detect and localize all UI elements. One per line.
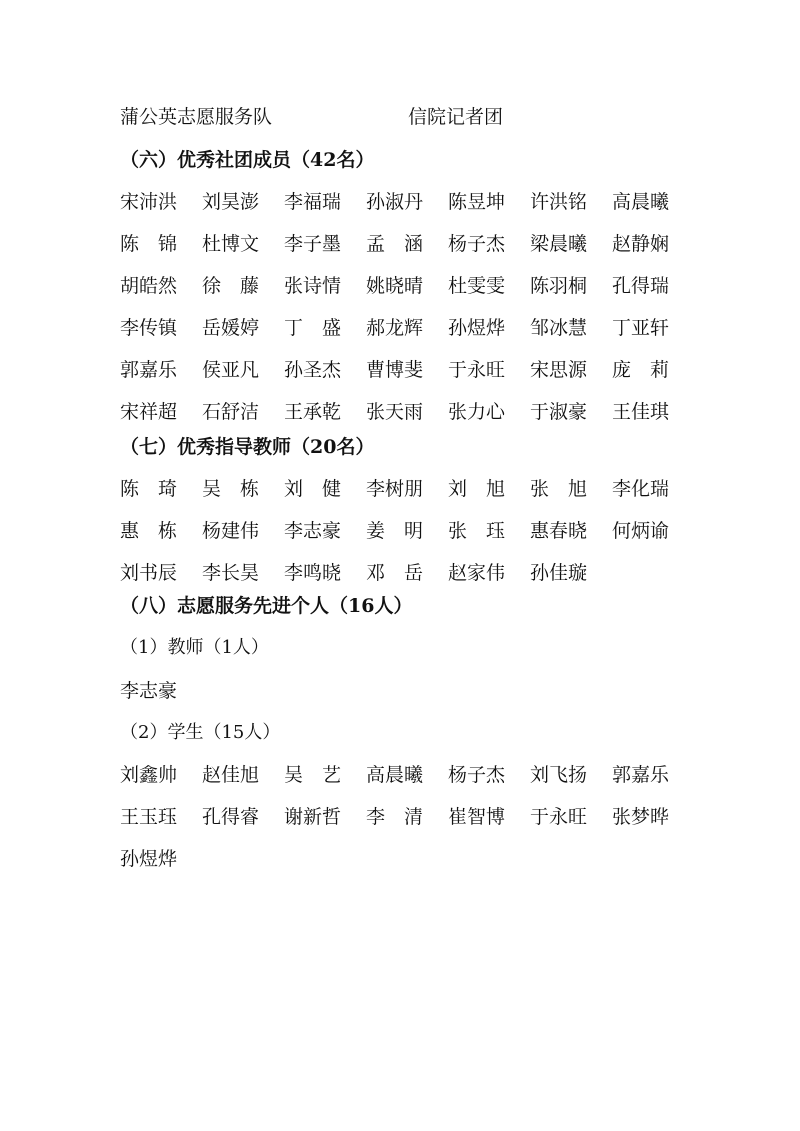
person-name: 丁亚轩 — [612, 317, 670, 339]
person-name: 崔智博 — [448, 806, 506, 828]
person-name: 于永旺 — [530, 806, 588, 828]
person-name: 岳媛婷 — [202, 317, 260, 339]
person-name: 石舒洁 — [202, 401, 260, 423]
person-name: 张力心 — [448, 401, 506, 423]
person-name: 李鸣晓 — [284, 562, 342, 584]
person-name: 侯亚凡 — [202, 359, 260, 381]
person-name: 张梦晔 — [612, 806, 670, 828]
name-row — [120, 187, 694, 217]
person-name: 郭嘉乐 — [612, 764, 670, 786]
person-name: 李传镇 — [120, 317, 178, 339]
person-name: 孙煜烨 — [120, 848, 178, 870]
person-name: 徐 藤 — [202, 275, 260, 297]
person-name: 张诗情 — [284, 275, 342, 297]
person-name: 张天雨 — [366, 401, 424, 423]
person-name: 吴 栋 — [202, 478, 260, 500]
person-name: 高晨曦 — [612, 191, 670, 213]
person-name: 邓 岳 — [366, 562, 424, 584]
person-name: 邹冰慧 — [530, 317, 588, 339]
person-name: 陈昱坤 — [448, 191, 506, 213]
person-name: 于永旺 — [448, 359, 506, 381]
person-name: 胡皓然 — [120, 275, 178, 297]
person-name: 于淑豪 — [530, 401, 588, 423]
person-name: 刘鑫帅 — [120, 764, 178, 786]
person-name: 赵佳旭 — [202, 764, 260, 786]
person-name: 宋思源 — [530, 359, 588, 381]
person-name: 赵静娴 — [612, 233, 670, 255]
person-name: 刘飞扬 — [530, 764, 588, 786]
person-name: 陈 锦 — [120, 233, 178, 255]
person-name: 张 旭 — [530, 478, 588, 500]
person-name: 王佳琪 — [612, 401, 670, 423]
person-name: 赵家伟 — [448, 562, 506, 584]
person-name: 郝龙辉 — [366, 317, 424, 339]
person-name: 曹博斐 — [366, 359, 424, 381]
person-name: 杨建伟 — [202, 520, 260, 542]
person-name: 梁晨曦 — [530, 233, 588, 255]
person-name: 李树朋 — [366, 478, 424, 500]
person-name: 宋沛洪 — [120, 191, 178, 213]
person-name: 孔得睿 — [202, 806, 260, 828]
person-name: 孟 涵 — [366, 233, 424, 255]
person-name: 杨子杰 — [448, 764, 506, 786]
person-name: 李子墨 — [284, 233, 342, 255]
person-name: 李长昊 — [202, 562, 260, 584]
person-name: 刘昊澎 — [202, 191, 260, 213]
person-name: 何炳谕 — [612, 520, 670, 542]
person-name: 庞 莉 — [612, 359, 670, 381]
person-name: 孙煜烨 — [448, 317, 506, 339]
person-name: 高晨曦 — [366, 764, 424, 786]
person-name: 丁 盛 — [284, 317, 342, 339]
section7-heading: （七）优秀指导教师（20名） — [120, 436, 375, 458]
person-name: 宋祥超 — [120, 401, 178, 423]
person-name: 李 清 — [366, 806, 424, 828]
person-name: 惠 栋 — [120, 520, 178, 542]
team-name-left: 蒲公英志愿服务队 — [120, 106, 273, 128]
person-name: 许洪铭 — [530, 191, 588, 213]
teacher-label: （1）教师（1人） — [120, 637, 269, 658]
person-name: 谢新哲 — [284, 806, 342, 828]
person-name: 吴 艺 — [284, 764, 342, 786]
name-row — [120, 844, 202, 874]
name-row — [120, 516, 694, 546]
person-name: 李化瑞 — [612, 478, 670, 500]
name-row — [120, 313, 694, 343]
name-row — [120, 474, 694, 504]
person-name: 孙淑丹 — [366, 191, 424, 213]
team-name-right: 信院记者团 — [408, 106, 504, 128]
name-row — [120, 397, 694, 427]
person-name: 杨子杰 — [448, 233, 506, 255]
person-name: 孙圣杰 — [284, 359, 342, 381]
person-name: 王承乾 — [284, 401, 342, 423]
name-row — [120, 355, 694, 385]
person-name: 姜 明 — [366, 520, 424, 542]
teacher-name: 李志豪 — [120, 680, 178, 702]
person-name: 惠春晓 — [530, 520, 588, 542]
person-name: 刘 健 — [284, 478, 342, 500]
person-name: 孙佳璇 — [530, 562, 588, 584]
person-name: 姚晓晴 — [366, 275, 424, 297]
name-row — [120, 271, 694, 301]
name-row — [120, 802, 694, 832]
person-name: 李福瑞 — [284, 191, 342, 213]
person-name: 杜博文 — [202, 233, 260, 255]
section8-heading: （八）志愿服务先进个人（16人） — [120, 595, 413, 617]
person-name: 刘书辰 — [120, 562, 178, 584]
person-name: 陈羽桐 — [530, 275, 588, 297]
person-name: 陈 琦 — [120, 478, 178, 500]
section6-heading: （六）优秀社团成员（42名） — [120, 149, 375, 171]
person-name: 张 珏 — [448, 520, 506, 542]
person-name: 杜雯雯 — [448, 275, 506, 297]
person-name: 李志豪 — [284, 520, 342, 542]
person-name: 郭嘉乐 — [120, 359, 178, 381]
name-row — [120, 229, 694, 259]
student-label: （2）学生（15人） — [120, 722, 281, 743]
person-name: 刘 旭 — [448, 478, 506, 500]
name-row — [120, 558, 612, 588]
name-row — [120, 760, 694, 790]
person-name: 孔得瑞 — [612, 275, 670, 297]
person-name: 王玉珏 — [120, 806, 178, 828]
